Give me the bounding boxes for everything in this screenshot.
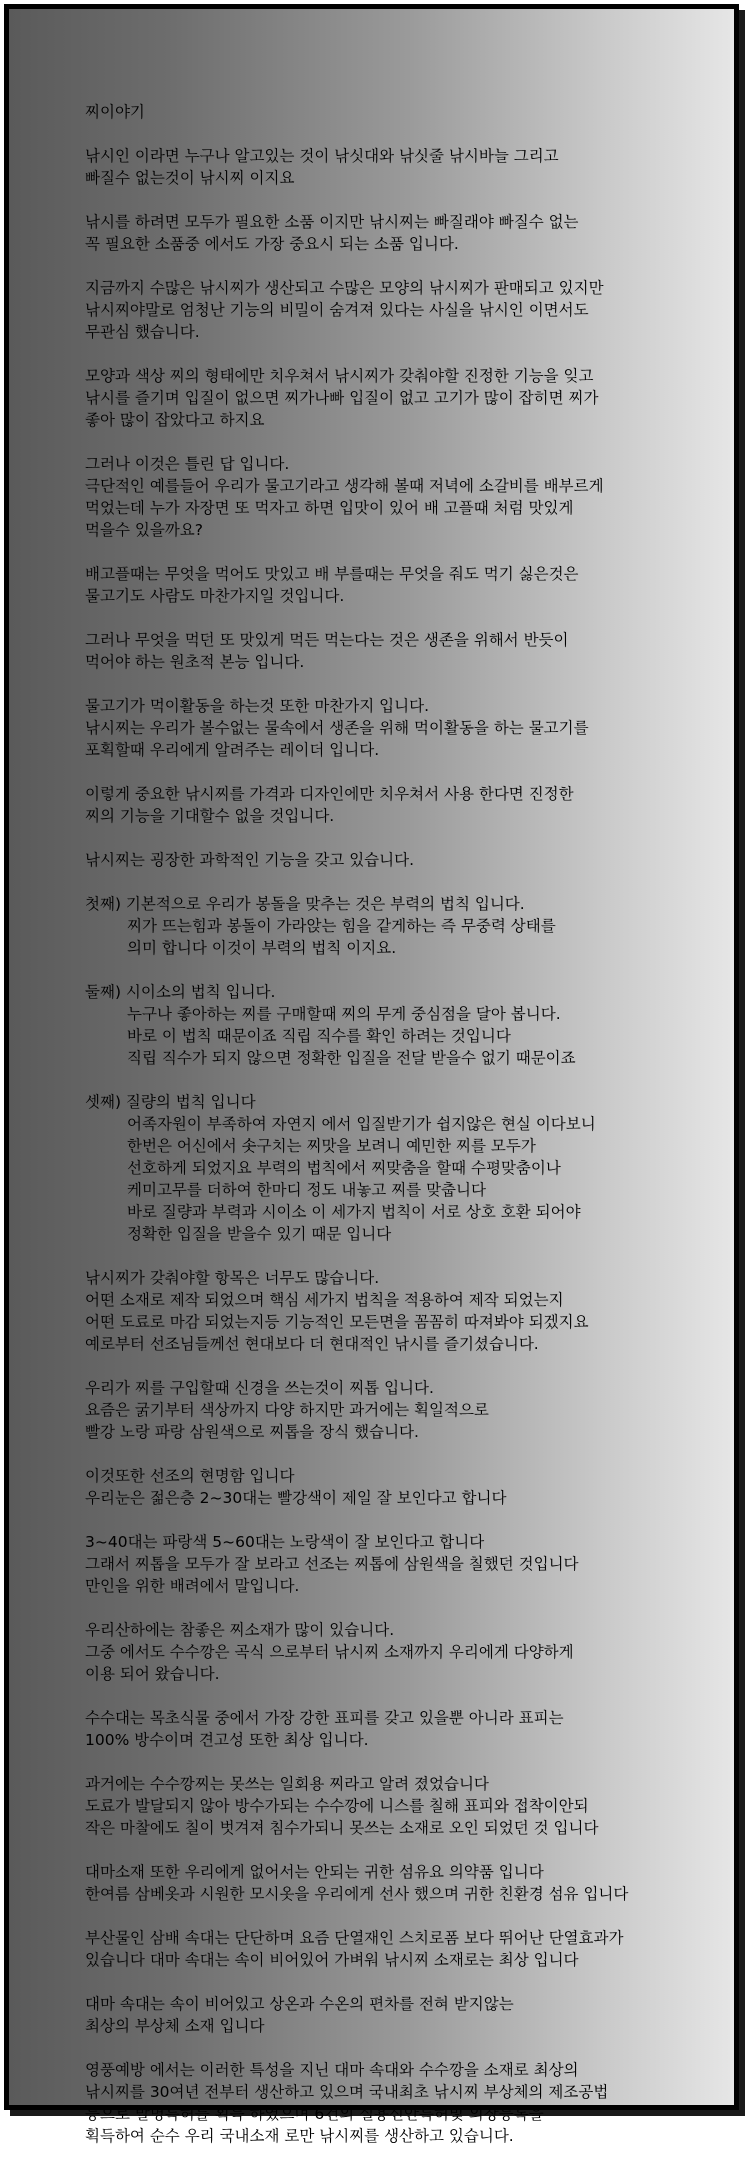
paragraph: [85, 1267, 685, 1355]
paragraph: [85, 365, 685, 431]
paragraph: [85, 629, 685, 673]
paragraph: [85, 1773, 685, 1839]
paragraph-line: 대마소재 또한 우리에게 없어서는 안되는 귀한 섬유요 의약품 입니다: [85, 1863, 544, 1881]
law-section: [85, 1091, 685, 1245]
section-line: 누구나 좋아하는 찌를 구매할때 찌의 무게 중심점을 달아 봅니다.: [127, 1005, 561, 1023]
paragraph-line: 우리가 찌를 구입할때 신경을 쓰는것이 찌톱 입니다.: [85, 1379, 434, 1397]
section-line: 직립 직수가 되지 않으면 정확한 입질을 전달 받을수 없기 때문이죠: [127, 1049, 576, 1067]
paragraph-line: 등으로 발명특허를 획득 하였으며 6건의 실용신안특허및 의장등록을: [85, 2105, 544, 2123]
paragraph-line: 대마 속대는 속이 비어있고 상온과 수온의 편차를 전혀 받지않는: [85, 1995, 514, 2013]
paragraph-line: 빨강 노랑 파랑 삼원색으로 찌톱을 장식 했습니다.: [85, 1423, 419, 1441]
law-sections: [85, 893, 685, 1245]
paragraph-line: 모양과 색상 찌의 형태에만 치우쳐서 낚시찌가 갖춰야할 진정한 기능을 잊고: [85, 367, 594, 385]
paragraph: [85, 1993, 685, 2037]
section-line: 케미고무를 더하여 한마디 정도 내놓고 찌를 맞춥니다: [127, 1181, 486, 1199]
paragraph: [85, 277, 685, 343]
law-section: [85, 981, 685, 1069]
section-line: 바로 질량과 부력과 시이소 이 세가지 법칙이 서로 상호 호환 되어야: [127, 1203, 581, 1221]
paragraph: [85, 2059, 685, 2147]
paragraph: [85, 211, 685, 255]
paragraph-line: 지금까지 수많은 낚시찌가 생산되고 수많은 모양의 낚시찌가 판매되고 있지만: [85, 279, 604, 297]
paragraph-line: 극단적인 예를들어 우리가 물고기라고 생각해 볼때 저녁에 소갈비를 배부르게: [85, 477, 604, 495]
section-heading: 셋째) 질량의 법칙 입니다: [85, 1093, 256, 1111]
section-line: 바로 이 법칙 때문이죠 직립 직수를 확인 하려는 것입니다: [127, 1027, 511, 1045]
paragraph-line: 도료가 발달되지 않아 방수가되는 수수깡에 니스를 칠해 표피와 접착이안되: [85, 1797, 589, 1815]
paragraph: [85, 849, 685, 871]
paragraph: [85, 1861, 685, 1905]
paragraph-line: 수수대는 목초식물 중에서 가장 강한 표피를 갖고 있을뿐 아니라 표피는: [85, 1709, 564, 1727]
paragraph-line: 획득하여 순수 우리 국내소재 로만 낚시찌를 생산하고 있습니다.: [85, 2127, 514, 2145]
paragraph-line: 영풍예방 에서는 이러한 특성을 지닌 대마 속대와 수수깡을 소재로 최상의: [85, 2061, 579, 2079]
paragraph-line: 어떤 소재로 제작 되었으며 핵심 세가지 법칙을 적용하여 제작 되었는지: [85, 1291, 564, 1309]
paragraph-line: 있습니다 대마 속대는 속이 비어있어 가벼워 낚시찌 소재로는 최상 입니다: [85, 1951, 579, 1969]
paragraph: [85, 1531, 685, 1597]
paragraph-line: 그중 에서도 수수깡은 곡식 으로부터 낚시찌 소재까지 우리에게 다양하게: [85, 1643, 574, 1661]
paragraph: [85, 563, 685, 607]
section-line: 찌가 뜨는힘과 봉돌이 가라앉는 힘을 같게하는 즉 무중력 상태를: [127, 917, 556, 935]
law-section: [85, 893, 685, 959]
paragraph-line: 이렇게 중요한 낚시찌를 가격과 디자인에만 치우쳐서 사용 한다면 진정한: [85, 785, 574, 803]
paragraph: [85, 1377, 685, 1443]
section-line: 의미 합니다 이것이 부력의 법칙 이지요.: [127, 939, 397, 957]
section-heading: 첫째) 기본적으로 우리가 봉돌을 맞추는 것은 부력의 법칙 입니다.: [85, 895, 525, 913]
paragraph-line: 낚시찌가 갖춰야할 항목은 너무도 많습니다.: [85, 1269, 380, 1287]
article-body: [85, 101, 685, 2169]
paragraph: [85, 1927, 685, 1971]
paragraph-line: 그러나 무엇을 먹던 또 맛있게 먹든 먹는다는 것은 생존을 위해서 반듯이: [85, 631, 569, 649]
paragraph-line: 한여름 삼베옷과 시원한 모시옷을 우리에게 선사 했으며 귀한 친환경 섬유 입니다: [85, 1885, 629, 1903]
paragraph-line: 3~40대는 파랑색 5~60대는 노랑색이 잘 보인다고 합니다: [85, 1533, 485, 1551]
paragraph-line: 낚시를 즐기며 입질이 없으면 찌가나빠 입질이 없고 고기가 많이 잡히면 찌가: [85, 389, 599, 407]
paragraph-line: 우리눈은 젊은층 2~30대는 빨강색이 제일 잘 보인다고 합니다: [85, 1489, 507, 1507]
section-line: 한번은 어신에서 솟구치는 찌맛을 보려니 예민한 찌를 모두가: [127, 1137, 536, 1155]
paragraph-line: 포획할때 우리에게 알려주는 레이더 입니다.: [85, 741, 380, 759]
paragraph-line: 무관심 했습니다.: [85, 323, 200, 341]
paragraph-line: 그래서 찌톱을 모두가 잘 보라고 선조는 찌톱에 삼원색을 칠했던 것입니다: [85, 1555, 579, 1573]
paragraph-line: 먹어야 하는 원초적 본능 입니다.: [85, 653, 305, 671]
page-title: 찌이야기: [85, 103, 145, 121]
paragraph-line: 이용 되어 왔습니다.: [85, 1665, 220, 1683]
paragraph: [85, 1619, 685, 1685]
paragraph-line: 낚시인 이라면 누구나 알고있는 것이 낚싯대와 낚싯줄 낚시바늘 그리고: [85, 147, 559, 165]
paragraph: [85, 695, 685, 761]
paragraph-line: 낚시찌야말로 엄청난 기능의 비밀이 숨겨져 있다는 사실을 낚시인 이면서도: [85, 301, 589, 319]
paragraph-line: 찌의 기능을 기대할수 없을 것입니다.: [85, 807, 335, 825]
paragraphs-before: [85, 145, 685, 871]
paragraph-line: 물고기가 먹이활동을 하는것 또한 마찬가지 입니다.: [85, 697, 429, 715]
section-heading: 둘째) 시이소의 법칙 입니다.: [85, 983, 276, 1001]
paragraph-line: 먹었는데 누가 자장면 또 먹자고 하면 입맛이 있어 배 고플때 처럼 맛있게: [85, 499, 574, 517]
paragraph: [85, 1707, 685, 1751]
paragraph-line: 100% 방수이며 견고성 또한 최상 입니다.: [85, 1731, 369, 1749]
paragraph-line: 요즘은 굵기부터 색상까지 다양 하지만 과거에는 획일적으로: [85, 1401, 489, 1419]
paragraph-line: 먹을수 있을까요?: [85, 521, 203, 539]
paragraph-line: 이것또한 선조의 현명함 입니다: [85, 1467, 295, 1485]
paragraph-line: 배고플때는 무엇을 먹어도 맛있고 배 부를때는 무엇을 줘도 먹기 싫은것은: [85, 565, 579, 583]
paragraph: [85, 145, 685, 189]
paragraph-line: 최상의 부상체 소재 입니다: [85, 2017, 265, 2035]
paragraph-line: 낚시찌는 굉장한 과학적인 기능을 갖고 있습니다.: [85, 851, 415, 869]
paragraph-line: 우리산하에는 참좋은 찌소재가 많이 있습니다.: [85, 1621, 395, 1639]
paragraph-line: 작은 마찰에도 칠이 벗겨져 침수가되니 못쓰는 소재로 오인 되었던 것 입니다: [85, 1819, 599, 1837]
paragraph-line: 어떤 도료로 마감 되었는지등 기능적인 모든면을 꼼꼼히 따져봐야 되겠지요: [85, 1313, 589, 1331]
section-line: 정확한 입질을 받을수 있기 때문 입니다: [127, 1225, 392, 1243]
section-line: 선호하게 되었지요 부력의 법칙에서 찌맞춤을 할때 수평맞춤이나: [127, 1159, 561, 1177]
paragraph: [85, 783, 685, 827]
article-frame: [4, 4, 739, 2145]
paragraph-line: 물고기도 사람도 마찬가지일 것입니다.: [85, 587, 345, 605]
paragraphs-after: [85, 1267, 685, 2147]
paragraph-line: 낚시찌를 30여년 전부터 생산하고 있으며 국내최초 낚시찌 부상체의 제조공법: [85, 2083, 609, 2101]
paragraph: [85, 453, 685, 541]
paragraph: [85, 1465, 685, 1509]
paragraph-line: 낚시찌는 우리가 볼수없는 물속에서 생존을 위해 먹이활동을 하는 물고기를: [85, 719, 589, 737]
paragraph-line: 과거에는 수수깡찌는 못쓰는 일회용 찌라고 알려 졌었습니다: [85, 1775, 489, 1793]
section-line: 어족자원이 부족하여 자연지 에서 입질받기가 쉽지않은 현실 이다보니: [127, 1115, 596, 1133]
paragraph-line: 부산물인 삼배 속대는 단단하며 요즘 단열재인 스치로폼 보다 뛰어난 단열효과가: [85, 1929, 624, 1947]
paragraph-line: 좋아 많이 잡았다고 하지요: [85, 411, 265, 429]
paragraph-line: 빠질수 없는것이 낚시찌 이지요: [85, 169, 295, 187]
paragraph-line: 낚시를 하려면 모두가 필요한 소품 이지만 낚시찌는 빠질래야 빠질수 없는: [85, 213, 579, 231]
paragraph-line: 만인을 위한 배려에서 말입니다.: [85, 1577, 300, 1595]
paragraph-line: 그러나 이것은 틀린 답 입니다.: [85, 455, 290, 473]
paragraph-line: 예로부터 선조님들께선 현대보다 더 현대적인 낚시를 즐기셨습니다.: [85, 1335, 539, 1353]
paragraph-line: 꼭 필요한 소품중 에서도 가장 중요시 되는 소품 입니다.: [85, 235, 459, 253]
